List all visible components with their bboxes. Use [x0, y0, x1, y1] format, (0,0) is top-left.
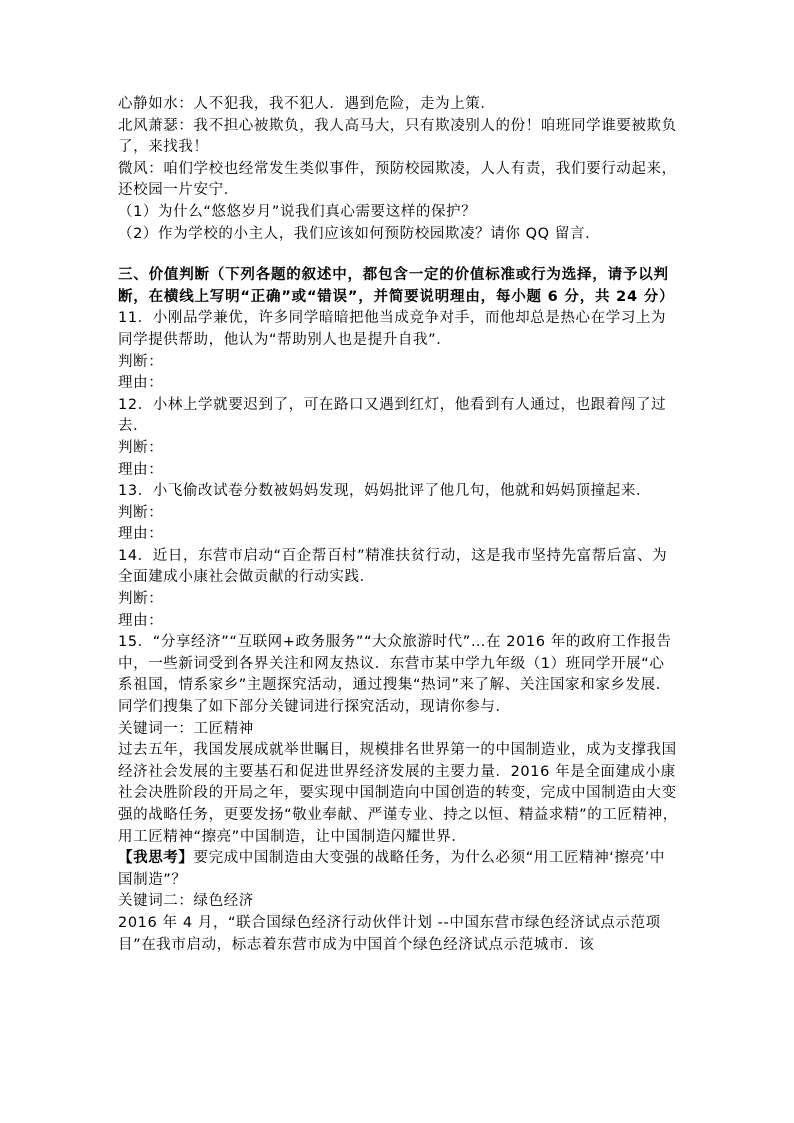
- think-question: [118, 848, 678, 891]
- judge-label: 判断：: [118, 591, 164, 608]
- judge-label: 判断：: [118, 353, 164, 370]
- keyword-1-text: 过去五年，我国发展成就举世瞩目，规模排名世界第一的中国制造业，成为支撑我国经济社会发展的主要基石和促进世界经济发展的主要力量．2016 年是全面建成小康社会决胜阶段的开局之年，要实现中国制造向中国创造的转变，完成中国制造由大变强的战略任务，更要发扬“敬业奉献、严谨专业、持之以恒、精益求精”的工匠精神，用工匠精神“擦亮”中国制造，让中国制造闪耀世界．: [118, 742, 678, 845]
- item-11: 11．小刚品学兼优，许多同学暗暗把他当成竞争对手，而他却总是热心在学习上为同学提供帮助，他认为“帮助别人也是提升自我”．: [118, 310, 667, 348]
- reason-label: 理由：: [118, 375, 164, 392]
- reason-label: 理由：: [118, 461, 164, 478]
- item-13: 13．小飞偷改试卷分数被妈妈发现，妈妈批评了他几句，他就和妈妈顶撞起来．: [118, 483, 652, 500]
- section-heading: 三、价值判断（下列各题的叙述中，都包含一定的价值标准或行为选择，请予以判断，在横线上写明“正确”或“错误”，并简要说明理由，每小题 6 分，共 24 分）: [118, 267, 675, 305]
- think-label: 【我思考】: [118, 850, 194, 867]
- question-1: （1）为什么“悠悠岁月”说我们真心需要这样的保护？: [118, 203, 477, 220]
- document-page: [118, 94, 678, 956]
- dialogue-line-3: 微风：咱们学校也经常发生类似事件，预防校园欺凌，人人有责，我们要行动起来，还校园一片安宁．: [118, 160, 677, 199]
- judge-label: 判断：: [118, 439, 164, 456]
- reason-label: 理由：: [118, 526, 164, 543]
- item-12: 12．小林上学就要迟到了，可在路口又遇到红灯，他看到有人通过，也跟着闯了过去．: [118, 396, 667, 435]
- think-text: 要完成中国制造由大变强的战略任务，为什么必须“用工匠精神‘擦亮’中国制造”？: [118, 850, 666, 888]
- item-14: 14．近日，东营市启动“百企帮百村”精准扶贫行动，这是我市坚持先富帮后富、为全面建成小康社会做贡献的行动实践．: [118, 547, 668, 586]
- reason-label: 理由：: [118, 612, 164, 629]
- keyword-2-text: 2016 年 4 月，“联合国绿色经济行动伙伴计划 --中国东营市绿色经济试点示范项目”在我市启动，标志着东营市成为中国首个绿色经济试点示范城市．该: [118, 914, 661, 953]
- question-2: （2）作为学校的小主人，我们应该如何预防校园欺凌？请你 QQ 留言．: [118, 225, 601, 242]
- dialogue-line-2: 北风萧瑟：我不担心被欺负，我人高马大，只有欺凌别人的份！咱班同学谁要被欺负了，来找我！: [118, 117, 677, 156]
- dialogue-line-1: 心静如水：人不犯我，我不犯人．遇到危险，走为上策．: [118, 96, 496, 112]
- item-15-intro: 15．“分享经济”“互联网+政务服务”“大众旅游时代”…在 2016 年的政府工作报告中，一些新词受到各界关注和网友热议．东营市某中学九年级（1）班同学开展“心系祖国，情系家乡”主题探究活动，通过搜集“热词”来了解、关注国家和家乡发展．同学们搜集了如下部分关键词进行探究活动，现请你参与．: [118, 634, 672, 716]
- keyword-1-title: 关键词一：工匠精神: [118, 720, 254, 737]
- judge-label: 判断：: [118, 504, 164, 521]
- spacer: [118, 245, 678, 265]
- keyword-2-title: 关键词二：绿色经济: [118, 893, 254, 910]
